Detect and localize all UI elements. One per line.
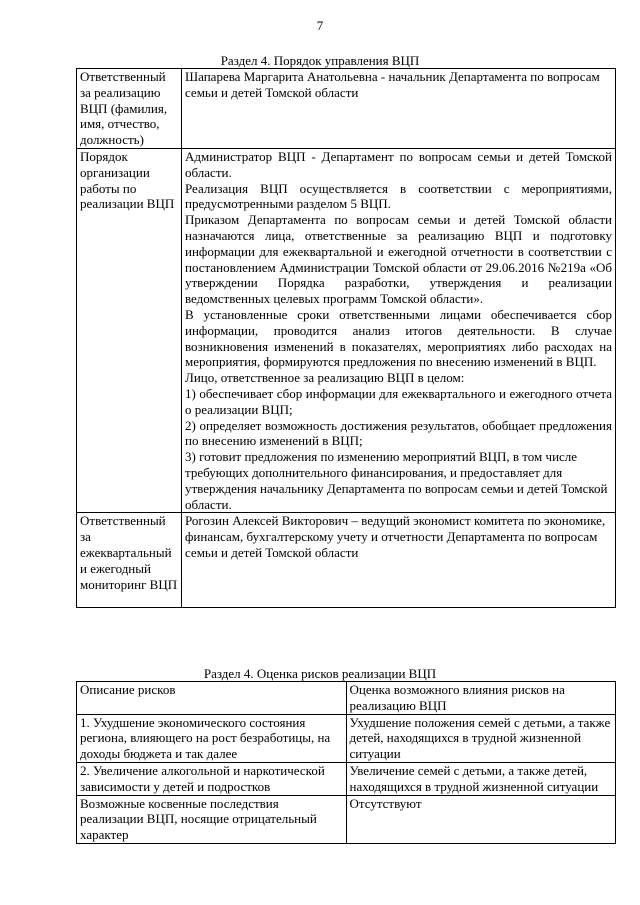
row-label: Порядок организации работы по реализации ВЦП [77, 148, 182, 512]
paragraph: В установленные сроки ответственными лицами обеспечивается сбор информации, проводится анализ итогов деятельности. В случае возникновения изменений в показателях, мероприятиях либо расходах на мероприятия, формируются предложения по внесению изменений в ВЦП. [185, 306, 612, 370]
paragraph: Приказом Департамента по вопросам семьи и детей Томской области назначаются лица, ответственные за реализацию ВЦП и подготовку информации для ежеквартальной и ежегодной отчетности в соответствии с постановлением Администрации Томской области от 29.06.2016 №219а «Об утверждении Порядка разработки, утверждения и реализации ведомственных целевых программ Томской области». [185, 212, 612, 307]
table-row [77, 762, 616, 795]
paragraph: 3) готовит предложения по изменению мероприятий ВЦП, в том числе требующих дополнительного финансирования, и предоставляет для утверждения начальнику Департамента по вопросам семьи и детей Томской области. [185, 449, 608, 512]
risk-description: 2. Увеличение алкогольной и наркотической зависимости у детей и подростков [77, 762, 347, 795]
risk-impact: Отсутствуют [346, 795, 616, 843]
management-table [76, 68, 616, 608]
table-row [77, 714, 616, 762]
row-content [182, 69, 616, 149]
row-content [182, 148, 616, 512]
risk-impact: Увеличение семей с детьми, а также детей, находящихся в трудной жизненной ситуации [346, 762, 616, 795]
risk-description: 1. Ухудшение экономического состояния региона, влияющего на рост безработицы, на доходы бюджета и так далее [77, 714, 347, 762]
risk-impact: Ухудшение положения семей с детьми, а также детей, находящихся в трудной жизненной ситуации [346, 714, 616, 762]
table-row [77, 513, 616, 608]
row-label: Ответственный за реализацию ВЦП (фамилия, имя, отчество, должность) [77, 69, 182, 149]
paragraph: Администратор ВЦП - Департамент по вопросам семьи и детей Томской области. [185, 148, 612, 180]
paragraph: Рогозин Алексей Викторович – ведущий экономист комитета по экономике, финансам, бухгалтерскому учету и отчетности Департамента по вопросам семьи и детей Томской области [185, 513, 606, 560]
risks-table [76, 681, 616, 844]
page-number: 7 [316, 18, 324, 33]
table-header-row [77, 682, 616, 715]
paragraph: 2) определяет возможность достижения результатов, обобщает предложения по внесению изменений в ВЦП; [185, 417, 612, 449]
section-risks-caption: Раздел 4. Оценка рисков реализации ВЦП [203, 666, 437, 681]
header-cell: Оценка возможного влияния рисков на реализацию ВЦП [346, 682, 616, 715]
table-row [77, 795, 616, 843]
table-row [77, 69, 616, 149]
paragraph: Шапарева Маргарита Анатольевна - начальник Департамента по вопросам семьи и детей Томской области [185, 69, 600, 100]
paragraph: Реализация ВЦП осуществляется в соответствии с мероприятиями, предусмотренными разделом 5 ВЦП. [185, 180, 612, 212]
risk-description: Возможные косвенные последствия реализации ВЦП, носящие отрицательный характер [77, 795, 347, 843]
header-cell: Описание рисков [77, 682, 347, 715]
section-management-caption: Раздел 4. Порядок управления ВЦП [220, 53, 420, 68]
row-content [182, 513, 616, 608]
row-label: Ответственный за ежеквартальный и ежегодный мониторинг ВЦП [77, 513, 182, 608]
table-row [77, 148, 616, 512]
paragraph: 1) обеспечивает сбор информации для ежеквартального и ежегодного отчета о реализации ВЦП; [185, 385, 612, 417]
paragraph: Лицо, ответственное за реализацию ВЦП в целом: [185, 370, 465, 386]
